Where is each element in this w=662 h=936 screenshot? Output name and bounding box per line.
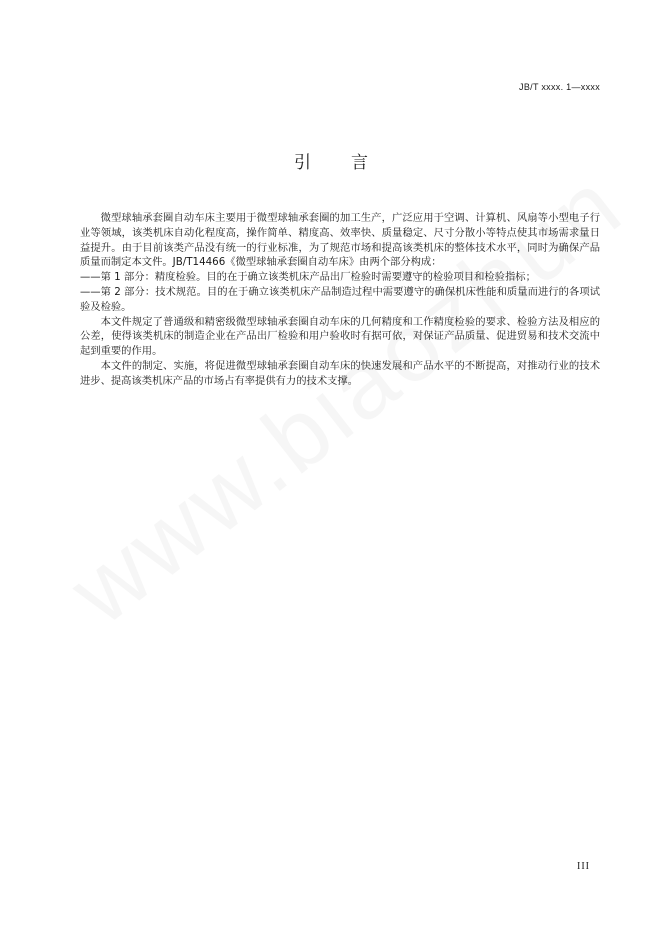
document-code: JB/T xxxx. 1—xxxx	[519, 82, 600, 92]
page-number: III	[577, 861, 590, 872]
paragraph-impact: 本文件的制定、实施，将促进微型球轴承套圈自动车床的快速发展和产品水平的不断提高，对推动行业的技术进步、提高该类机床产品的市场占有率提供有力的技术支撑。	[80, 359, 600, 387]
paragraph-intro: 微型球轴承套圈自动车床主要用于微型球轴承套圈的加工生产，广泛应用于空调、计算机、风扇等小型电子行业等领域，该类机床自动化程度高，操作简单、精度高、效率快、质量稳定、尺寸分散小等特点使其市场需求量日益提升。由于目前该类产品没有统一的行业标准，为了规范市场和提高该类机床的整体技术水平，同时为确保产品质量而制定本文件。JB/T14466《微型球轴承套圈自动车床》由两个部分构成：	[80, 212, 600, 269]
title-char-2: 言	[351, 153, 368, 173]
paragraph-part-2: ——第 2 部分：技术规范。目的在于确立该类机床产品制造过程中需要遵守的确保机床性能和质量而进行的各项试验及检验。	[80, 285, 600, 313]
paragraph-scope: 本文件规定了普通级和精密级微型球轴承套圈自动车床的几何精度和工作精度检验的要求、检验方法及相应的公差，使得该类机床的制造企业在产品出厂检验和用户验收时有据可依，对保证产品质量、促进贸易和技术交流中起到重要的作用。	[80, 315, 600, 358]
section-title	[0, 148, 662, 173]
introduction-body	[80, 211, 600, 389]
paragraph-part-1: ——第 1 部分：精度检验。目的在于确立该类机床产品出厂检验时需要遵守的检验项目和检验指标；	[80, 271, 536, 284]
title-char-1: 引	[294, 153, 311, 173]
